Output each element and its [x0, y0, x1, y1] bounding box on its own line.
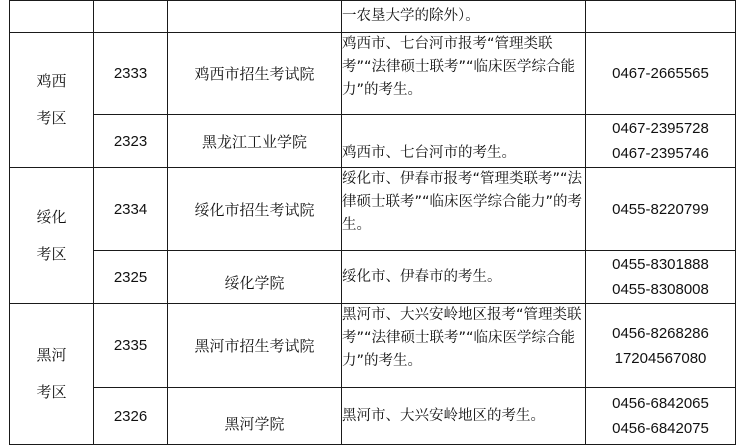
region-name-line1: 鸡西 [36, 72, 67, 90]
site-code-cell: 2323 [94, 115, 168, 168]
scope-cell: 鸡西市、七台河市报考“管理类联考”“法律硕士联考”“临床医学综合能力”的考生。 [342, 33, 586, 115]
table-row-continuation [10, 1, 736, 33]
region-name-line2: 考区 [36, 383, 67, 401]
phone-cell [586, 168, 736, 251]
phone-cell [586, 33, 736, 115]
phone-number: 0455-8308008 [612, 281, 709, 298]
region-name-line1: 绥化 [36, 207, 67, 226]
site-code-cell: 2334 [94, 168, 168, 251]
exam-site-table-page [9, 0, 735, 446]
phone-number: 0467-2395728 [612, 120, 709, 137]
site-code-cell: 2325 [94, 251, 168, 304]
table-row [10, 115, 736, 168]
phone-number: 0456-8268286 [612, 324, 709, 342]
site-name-cell: 鸡西市招生考试院 [168, 33, 342, 115]
scope-cell: 黑河市、大兴安岭地区的考生。 [342, 388, 586, 445]
phone-number: 0467-2395746 [612, 145, 709, 162]
site-name-cell: 绥化市招生考试院 [168, 168, 342, 251]
site-name-cell: 黑河市招生考试院 [168, 304, 342, 388]
table-row [10, 304, 736, 388]
region-name-line2: 考区 [36, 244, 67, 263]
site-code-cell: 2333 [94, 33, 168, 115]
region-name-line1: 黑河 [36, 346, 67, 364]
scope-cell: 一农垦大学的除外）。 [342, 1, 586, 33]
site-code-cell: 2326 [94, 388, 168, 445]
site-name-cell: 黑龙江工业学院 [168, 115, 342, 168]
code-cell-empty [94, 1, 168, 33]
site-name-cell: 绥化学院 [168, 251, 342, 304]
phone-cell [586, 388, 736, 445]
phone-number: 17204567080 [614, 349, 707, 367]
phone-number: 0467-2665565 [612, 65, 709, 82]
table-row [10, 33, 736, 115]
table-row [10, 168, 736, 251]
scope-cell: 绥化市、伊春市报考“管理类联考”“法律硕士联考”“临床医学综合能力”的考生。 [342, 168, 586, 251]
phone-cell-empty [586, 1, 736, 33]
region-name-cell [10, 33, 94, 168]
table-row [10, 251, 736, 304]
table-row [10, 388, 736, 445]
phone-number: 0455-8301888 [612, 256, 709, 273]
scope-cell: 绥化市、伊春市的考生。 [342, 251, 586, 304]
phone-cell [586, 251, 736, 304]
region-name-cell [10, 168, 94, 304]
phone-cell [586, 115, 736, 168]
phone-number: 0456-6842075 [612, 420, 709, 437]
phone-number: 0456-6842065 [612, 395, 709, 412]
site-cell-empty [168, 1, 342, 33]
region-name-line2: 考区 [36, 109, 67, 127]
site-code-cell: 2335 [94, 304, 168, 388]
scope-cell: 黑河市、大兴安岭地区报考“管理类联考”“法律硕士联考”“临床医学综合能力”的考生。 [342, 304, 586, 388]
phone-cell [586, 304, 736, 388]
scope-cell: 鸡西市、七台河市的考生。 [342, 115, 586, 168]
region-name-cell [10, 304, 94, 445]
exam-site-table [9, 0, 736, 445]
region-cell-empty [10, 1, 94, 33]
phone-number: 0455-8220799 [612, 200, 709, 218]
site-name-cell: 黑河学院 [168, 388, 342, 445]
